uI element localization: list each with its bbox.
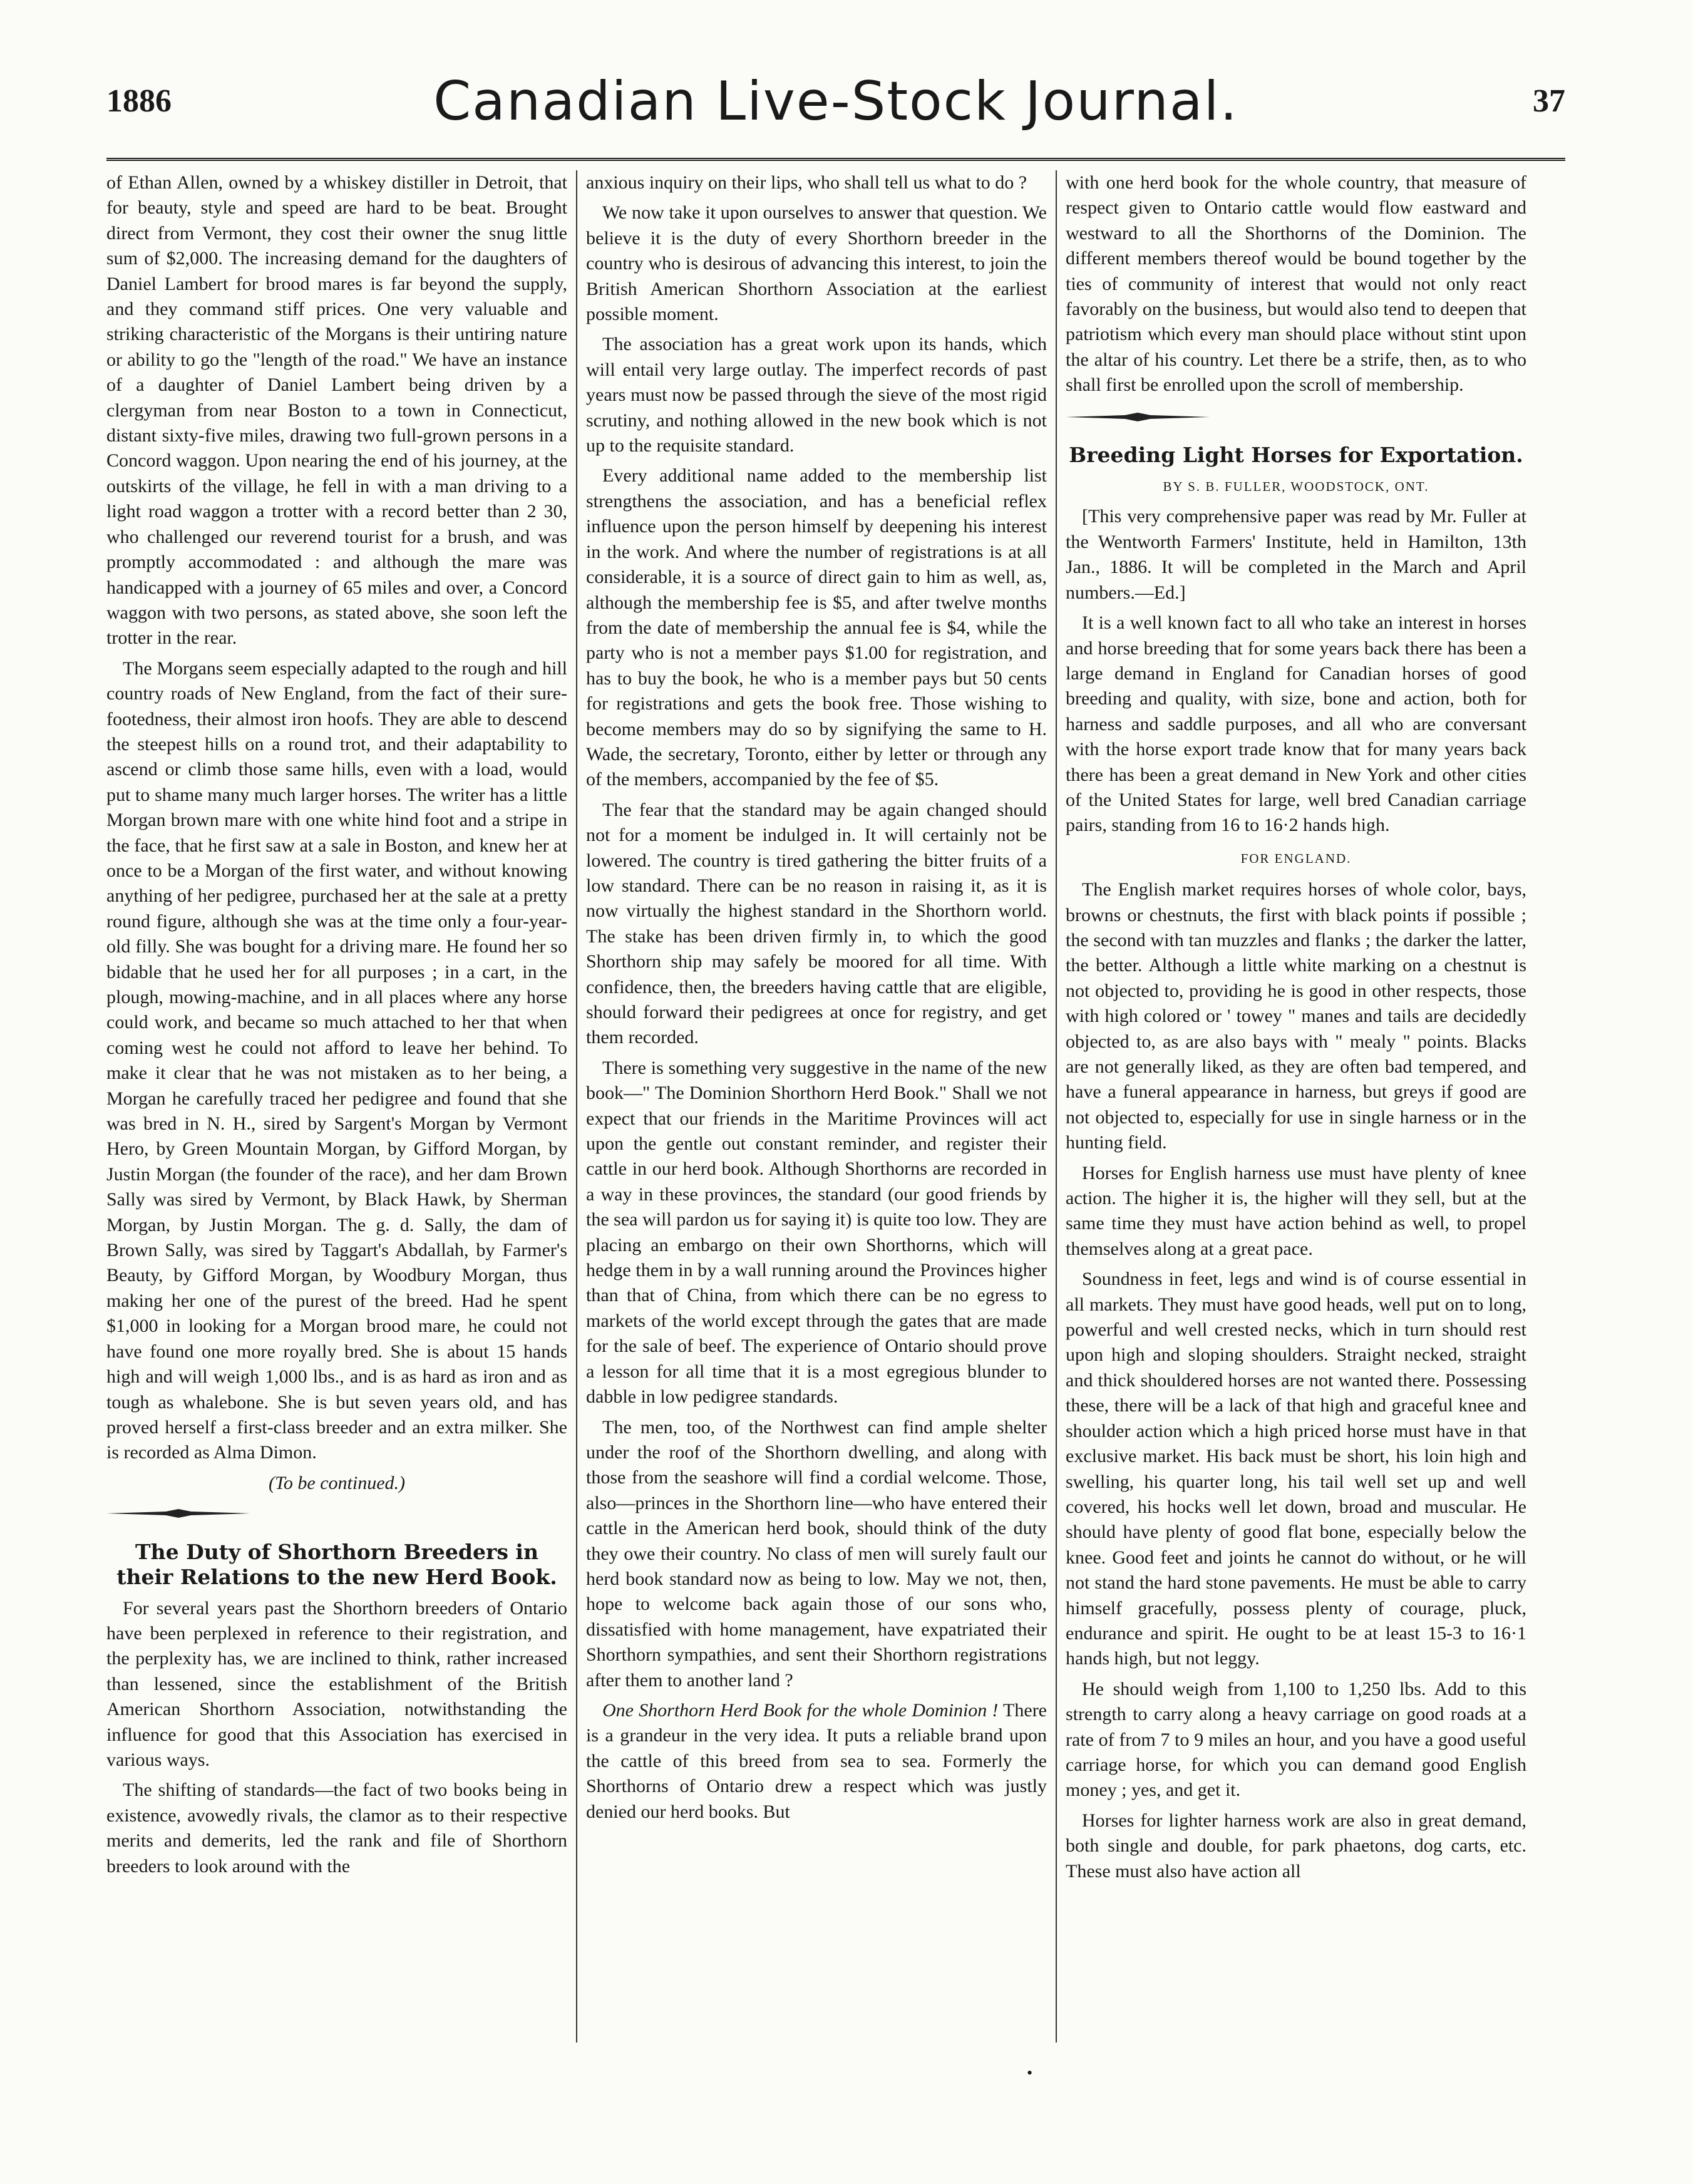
paragraph: Soundness in feet, legs and wind is of course essential in all markets. They must have good heads, well put on to long, powerful and well crested necks, which in turn should rest upon high and sloping shoulders. Straight necked, straight and thick shouldered horses are not wanted there. Possessing these, there will be a lack of that high and graceful knee and shoulder action which a high priced horse must have in that exclusive market. His back must be short, his loin high and swelling, his quarter long, his tail well set up and well covered, his hocks well let down, broad and muscular. He should have plenty of good flat bone, especially below the knee. Good feet and joints he cannot do without, or he will not stand the hard stone pavements. He must be able to carry himself gracefully, possess plenty of courage, pluck, endurance and spirit. He ought to be at least 15-3 to 16·1 hands high, but not leggy.	[1066, 1269, 1526, 1669]
ornament-divider	[106, 1508, 250, 1518]
ornament-divider	[1066, 412, 1210, 422]
paragraph: We now take it upon ourselves to answer that question. We believe it is the duty of every Shorthorn breeder in the country who is desirous of advancing this interest, to join the British American Shorthorn Association at the earliest possible moment.	[586, 202, 1047, 325]
paragraph	[586, 1698, 1047, 1825]
column-divider	[576, 170, 577, 2042]
continued-note: (To be continued.)	[268, 1472, 406, 1493]
paragraph: Horses for English harness use must have plenty of knee action. The higher it is, the higher will they sell, but at the same time they must have action behind as well, to propel themselves along at a great pace.	[1066, 1162, 1526, 1259]
paragraph: There is something very suggestive in the name of the new book—" The Dominion Shorthorn Herd Book." Shall we not expect that our friends in the Maritime Provinces will act upon the gentle out constant reminder, and register their cattle in our herd book. Although Shorthorns are recorded in a way in these provinces, the standard (our good friends by the sea will pardon us for saying it) is quite too low. They are placing an embargo on their own Shorthorns, which will hedge them in by a wall running around the Provinces higher than that of China, from which there can be no egress to markets of the world except through the gates that are made for the sale of beef. The experience of Ontario should prove a lesson for all time that it is a most egregious blunder to dabble in low pedigree standards.	[586, 1057, 1047, 1408]
paragraph: The fear that the standard may be again changed should not for a moment be indulged in. It will certainly not be lowered. The country is tired gathering the bitter fruits of a low standard. There can be no reason in raising it, as it is now virtually the highest standard in the Shorthorn world. The stake has been driven firmly in, to which the good Shorthorn ship may safely be moored for all time. With confidence, then, the breeders having cattle that are eligible, should forward their pedigrees at once for registry, and get them recorded.	[586, 799, 1047, 1048]
header-rule	[106, 158, 1565, 161]
masthead	[106, 70, 1565, 149]
paragraph: The shifting of standards—the fact of two books being in existence, avowedly rivals, the clamor as to their respective merits and demerits, led the rank and file of Shorthorn breeders to look around with the	[106, 1780, 567, 1877]
byline: BY S. B. FULLER, WOODSTOCK, ONT.	[1163, 479, 1429, 495]
paragraph: with one herd book for the whole country, that measure of respect given to Ontario cattle would flow eastward and westward to all the Shorthorns of the Dominion. The different members thereof would be bound together by the ties of community of interest that would not only react favorably on the business, but would also tend to deepen that patriotism which every man should place without stint upon the altar of his country. Let there be a strife, then, as to who shall first be enrolled upon the scroll of membership.	[1066, 172, 1526, 396]
section-subhead: FOR ENGLAND.	[1240, 850, 1352, 866]
paragraph: Horses for lighter harness work are also in great demand, both single and double, for park phaetons, dog carts, etc. These must also have action all	[1066, 1810, 1526, 1882]
paragraph: Every additional name added to the membership list strengthens the association, and has a beneficial reflex influence upon the person himself by deepening his interest in the work. And where the number of registrations is at all considerable, it is a source of direct gain to him as well, as, although the membership fee is $5, and after twelve months from the date of membership the annual fee is $4, while the party who is not a member pays $1.00 for registration, and has to buy the book, he who is a member pays but 50 cents for registrations and gets the book free. Those wishing to become members may do so by signifying the same to H. Wade, the secretary, Toronto, either by letter or through any of the members, accompanied by the fee of $5.	[586, 465, 1047, 790]
column-divider	[1056, 170, 1057, 2042]
paragraph: The English market requires horses of whole color, bays, browns or chestnuts, the first with black points if possible ; the second with tan muzzles and flanks ; the darker the latter, the better. Although a little white marking on a chestnut is not objected to, providing he is good in other respects, those with high colored or ' towey " manes and tails are decidedly objected to, as are also bays with " mealy " points. Blacks are not generally liked, as they are often bad tempered, and have a funeral appearance in harness, but greys if good are not objected to, especially for use in single harness or in the hunting field.	[1066, 879, 1526, 1153]
paragraph: The Morgans seem especially adapted to the rough and hill country roads of New England, from the fact of their sure-footedness, their almost iron hoofs. They are able to descend the steepest hills on a round trot, and their adaptability to ascend or climb those same hills, even with a load, would put to shame many much larger horses. The writer has a little Morgan brown mare with one white hind foot and a stripe in the face, that he first saw at a sale in Boston, and knew her at once to be a Morgan of the first water, and without knowing anything of her pedigree, purchased her at the sale at a pretty round figure, although she was at the time only a four-year-old filly. She was bought for a driving mare. He found her so bidable that he used her for all purposes ; in a cart, in the plough, mowing-machine, and in all places where any horse could work, and became so much attached to her that when coming west he could not afford to leave her behind. To make it clear that he was not mistaken as to her being, a Morgan he carefully traced her pedigree and found that she was bred in N. H., sired by Sargent's Morgan by Vermont Hero, by Green Mountain Morgan, by Gifford Morgan, by Justin Morgan (the founder of the race), and her dam Brown Sally was sired by Vermont, by Black Hawk, by Sherman Morgan, by Justin Morgan. The g. d. Sally, the dam of Brown Sally, was sired by Taggart's Abdallah, by Farmer's Beauty, by Gifford Morgan, by Woodbury Morgan, thus making her one of the purest of the breed. Had he spent $1,000 in looking for a Morgan brood mare, he could not have found one more royally bred. She is about 15 hands high and will weigh 1,000 lbs., and is as hard as iron and as tough as whalebone. She is but seven years old, and has proved herself a first-class breeder and an extra milker. She is recorded as Alma Dimon.	[106, 657, 567, 1463]
article-headline: Breeding Light Horses for Exportation.	[1069, 443, 1523, 468]
page-number: 37	[1533, 83, 1565, 119]
article-headline: The Duty of Shorthorn Breeders in their Relations to the new Herd Book.	[116, 1539, 557, 1589]
paragraph: anxious inquiry on their lips, who shall tell us what to do ?	[586, 172, 1027, 193]
paragraph: The association has a great work upon its hands, which will entail very large outlay. The imperfect records of past years must now be passed through the sieve of the most rigid scrutiny, and nothing allowed in the new book which is not up to the requisite standard.	[586, 334, 1047, 456]
issue-year: 1886	[106, 83, 172, 119]
column-2	[586, 170, 1047, 2042]
paragraph-text: There is a grandeur in the very idea. It puts a reliable brand upon the cattle of this breed from sea to sea. Formerly the Shorthorns of Ontario drew a respect which was justly denied our herd books. But	[586, 1699, 1047, 1822]
italic-lead: One Shorthorn Herd Book for the whole Dominion !	[602, 1699, 999, 1721]
paragraph: The men, too, of the Northwest can find ample shelter under the roof of the Shorthorn dwelling, and along with those from the seashore will find a cordial welcome. Those, also—princes in the Shorthorn line—who have entered their cattle in the American herd book, should think of the duty they owe their country. No class of men will surely fault our herd book standard now as being to low. May we not, then, hope to welcome back again those of our sons who, dissatisfied with home management, have expatriated their Shorthorn sympathies, and sent their Shorthorn registrations after them to another land ?	[586, 1416, 1047, 1691]
paragraph: For several years past the Shorthorn breeders of Ontario have been perplexed in reference to their registration, and the perplexity has, we are inclined to think, rather increased than lessened, since the establishment of the British American Shorthorn Association, notwithstanding the influence for good that this Association has exercised in various ways.	[106, 1597, 567, 1770]
print-mark: •	[1027, 2064, 1033, 2082]
paragraph: It is a well known fact to all who take an interest in horses and horse breeding that for some years back there has been a large demand in England for Canadian horses of good breeding and quality, with size, bone and action, both for harness and saddle purposes, and all who are conversant with the horse export trade know that for many years back there has been a great demand in New York and other cities of the United States for large, well bred Canadian carriage pairs, standing from 16 to 16·2 hands high.	[1066, 612, 1526, 836]
editor-note: [This very comprehensive paper was read by Mr. Fuller at the Wentworth Farmers' Institute, held in Hamilton, 13th Jan., 1886. It will be completed in the March and April numbers.—Ed.]	[1066, 506, 1526, 603]
journal-title: Canadian Live-Stock Journal.	[433, 70, 1238, 133]
column-3	[1066, 170, 1526, 2042]
paragraph: of Ethan Allen, owned by a whiskey distiller in Detroit, that for beauty, style and speed are hard to be beat. Brought direct from Vermont, they cost their owner the snug little sum of $2,000. The increasing demand for the daughters of Daniel Lambert for brood mares is far beyond the supply, and they command stiff prices. One very valuable and striking characteristic of the Morgans is their untiring nature or ability to go the "length of the road." We have an instance of a daughter of Daniel Lambert being driven by a clergyman from near Boston to a town in Connecticut, distant sixty-five miles, drawing two full-grown persons in a Concord waggon. Upon nearing the end of his journey, at the outskirts of the village, he fell in with a man driving to a light road waggon a trotter with a record better than 2 30, who challenged our reverend tourist for a brush, and was promptly accommodated : and although the mare was handicapped with a journey of 65 miles and over, a Concord waggon with two persons, as stated above, she soon left the trotter in the rear.	[106, 172, 567, 649]
paragraph: He should weigh from 1,100 to 1,250 lbs. Add to this strength to carry along a heavy carriage on good roads at a rate of from 7 to 9 miles an hour, and you have a good useful carriage horse, for which you can demand good English money ; yes, and get it.	[1066, 1678, 1526, 1801]
column-1	[106, 170, 567, 2042]
